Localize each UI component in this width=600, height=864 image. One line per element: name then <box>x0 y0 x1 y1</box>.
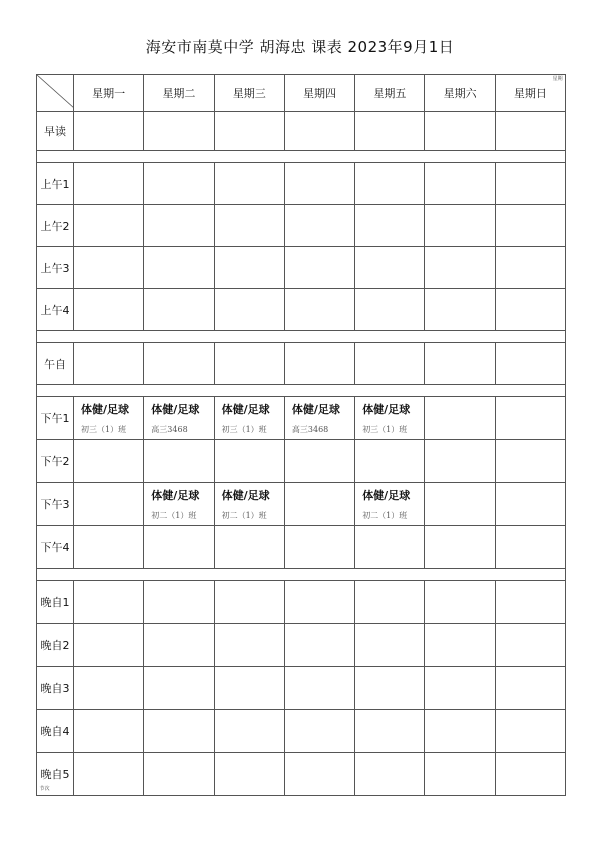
schedule-cell <box>284 440 354 483</box>
class-cell <box>74 397 144 440</box>
schedule-cell <box>144 343 214 385</box>
schedule-cell <box>425 624 495 667</box>
schedule-cell <box>144 667 214 710</box>
schedule-cell <box>214 624 284 667</box>
class-subject: 体健/足球 <box>221 489 270 502</box>
class-subject: 体健/足球 <box>151 489 200 502</box>
schedule-cell <box>495 526 565 569</box>
separator-cell <box>37 569 566 581</box>
table-row <box>37 581 566 624</box>
schedule-cell <box>74 753 144 796</box>
table-row <box>37 289 566 331</box>
table-row <box>37 112 566 151</box>
schedule-cell <box>495 581 565 624</box>
period-label: 下午2 <box>37 440 74 483</box>
schedule-cell <box>355 581 425 624</box>
schedule-cell <box>425 343 495 385</box>
period-label: 午自 <box>37 343 74 385</box>
schedule-cell <box>214 753 284 796</box>
class-group: 高三3468 <box>291 425 329 434</box>
schedule-cell <box>284 289 354 331</box>
schedule-cell <box>425 581 495 624</box>
schedule-cell <box>495 112 565 151</box>
period-label: 下午1 <box>37 397 74 440</box>
day-header: 星期一 <box>74 75 144 112</box>
schedule-cell <box>284 343 354 385</box>
schedule-cell <box>74 440 144 483</box>
period-label: 上午4 <box>37 289 74 331</box>
schedule-cell <box>284 753 354 796</box>
schedule-cell <box>144 624 214 667</box>
schedule-cell <box>495 753 565 796</box>
table-row <box>37 397 566 440</box>
schedule-cell <box>355 205 425 247</box>
schedule-cell <box>495 163 565 205</box>
schedule-cell <box>425 247 495 289</box>
schedule-cell <box>495 667 565 710</box>
schedule-cell <box>144 205 214 247</box>
schedule-cell <box>74 289 144 331</box>
class-subject: 体健/足球 <box>221 403 270 416</box>
schedule-cell <box>144 581 214 624</box>
schedule-cell <box>214 247 284 289</box>
class-cell <box>355 397 425 440</box>
table-row <box>37 624 566 667</box>
schedule-cell <box>355 112 425 151</box>
table-row <box>37 753 566 796</box>
schedule-cell <box>214 343 284 385</box>
class-cell <box>284 397 354 440</box>
separator-cell <box>37 151 566 163</box>
schedule-cell <box>74 624 144 667</box>
schedule-cell <box>284 667 354 710</box>
schedule-cell <box>495 710 565 753</box>
table-row <box>37 667 566 710</box>
corner-weekday-label: 星期 <box>552 75 563 82</box>
table-row <box>37 247 566 289</box>
separator-row <box>37 569 566 581</box>
schedule-cell <box>74 710 144 753</box>
schedule-cell <box>495 289 565 331</box>
day-header: 星期日 <box>495 75 565 112</box>
schedule-cell <box>144 710 214 753</box>
schedule-cell <box>144 289 214 331</box>
period-label: 晚自3 <box>37 667 74 710</box>
schedule-cell <box>74 163 144 205</box>
period-label: 下午4 <box>37 526 74 569</box>
schedule-cell <box>284 163 354 205</box>
schedule-cell <box>495 440 565 483</box>
schedule-cell <box>425 710 495 753</box>
schedule-cell <box>144 526 214 569</box>
period-label: 上午3 <box>37 247 74 289</box>
table-row <box>37 205 566 247</box>
day-header: 星期六 <box>425 75 495 112</box>
schedule-cell <box>355 163 425 205</box>
schedule-cell <box>214 440 284 483</box>
period-label: 早读 <box>37 112 74 151</box>
schedule-cell <box>284 526 354 569</box>
schedule-cell <box>74 112 144 151</box>
schedule-cell <box>355 526 425 569</box>
schedule-cell <box>144 163 214 205</box>
schedule-cell <box>74 667 144 710</box>
separator-cell <box>37 385 566 397</box>
corner-diagonal <box>37 75 74 108</box>
class-group: 初三（1）班 <box>362 425 408 434</box>
separator-row <box>37 385 566 397</box>
class-subject: 体健/足球 <box>291 403 340 416</box>
day-header: 星期三 <box>214 75 284 112</box>
schedule-cell <box>495 483 565 526</box>
schedule-cell <box>425 112 495 151</box>
schedule-cell <box>74 343 144 385</box>
schedule-cell <box>495 343 565 385</box>
schedule-cell <box>284 710 354 753</box>
period-label: 上午1 <box>37 163 74 205</box>
class-cell <box>144 483 214 526</box>
class-group: 初三（1）班 <box>221 425 267 434</box>
class-group: 初二（1）班 <box>221 511 267 520</box>
schedule-cell <box>425 667 495 710</box>
schedule-cell <box>284 483 354 526</box>
schedule-cell <box>284 112 354 151</box>
class-group: 初二（1）班 <box>151 511 197 520</box>
class-subject: 体健/足球 <box>362 489 411 502</box>
period-label: 上午2 <box>37 205 74 247</box>
period-label: 晚自1 <box>37 581 74 624</box>
schedule-cell <box>214 667 284 710</box>
day-header: 星期四 <box>284 75 354 112</box>
schedule-cell <box>425 483 495 526</box>
schedule-cell <box>214 581 284 624</box>
class-group: 初三（1）班 <box>81 425 127 434</box>
day-header: 星期二 <box>144 75 214 112</box>
schedule-cell <box>144 440 214 483</box>
schedule-cell <box>495 397 565 440</box>
schedule-cell <box>425 440 495 483</box>
schedule-cell <box>284 205 354 247</box>
schedule-cell <box>214 163 284 205</box>
schedule-cell <box>74 581 144 624</box>
schedule-cell <box>214 112 284 151</box>
class-cell <box>214 483 284 526</box>
class-subject: 体健/足球 <box>151 403 200 416</box>
schedule-cell <box>355 753 425 796</box>
schedule-cell <box>495 624 565 667</box>
schedule-cell <box>284 624 354 667</box>
schedule-cell <box>284 581 354 624</box>
class-cell <box>214 397 284 440</box>
class-cell <box>355 483 425 526</box>
schedule-cell <box>425 753 495 796</box>
period-label: 下午3 <box>37 483 74 526</box>
period-label: 晚自5 <box>37 753 74 796</box>
table-row <box>37 710 566 753</box>
corner-period-label: 节次 <box>39 785 50 792</box>
separator-row <box>37 151 566 163</box>
table-row <box>37 483 566 526</box>
table-row <box>37 440 566 483</box>
timetable <box>36 74 566 796</box>
schedule-cell <box>355 710 425 753</box>
schedule-cell <box>355 624 425 667</box>
schedule-cell <box>144 247 214 289</box>
schedule-cell <box>425 526 495 569</box>
table-row <box>37 163 566 205</box>
period-label: 晚自4 <box>37 710 74 753</box>
separator-cell <box>37 331 566 343</box>
schedule-cell <box>495 247 565 289</box>
schedule-cell <box>495 205 565 247</box>
separator-row <box>37 331 566 343</box>
class-cell <box>144 397 214 440</box>
class-group: 初二（1）班 <box>362 511 408 520</box>
table-row <box>37 343 566 385</box>
schedule-cell <box>144 753 214 796</box>
schedule-cell <box>74 483 144 526</box>
schedule-cell <box>355 247 425 289</box>
period-label: 晚自2 <box>37 624 74 667</box>
class-subject: 体健/足球 <box>362 403 411 416</box>
schedule-cell <box>74 205 144 247</box>
class-subject: 体健/足球 <box>81 403 130 416</box>
class-group: 高三3468 <box>151 425 188 434</box>
schedule-cell <box>214 526 284 569</box>
table-row <box>37 526 566 569</box>
page-title: 海安市南莫中学 胡海忠 课表 2023年9月1日 <box>145 38 455 56</box>
schedule-cell <box>214 710 284 753</box>
schedule-cell <box>214 205 284 247</box>
schedule-cell <box>74 247 144 289</box>
schedule-cell <box>355 440 425 483</box>
schedule-cell <box>425 163 495 205</box>
schedule-cell <box>425 397 495 440</box>
schedule-cell <box>284 247 354 289</box>
schedule-cell <box>355 343 425 385</box>
schedule-cell <box>355 289 425 331</box>
schedule-cell <box>214 289 284 331</box>
schedule-cell <box>355 667 425 710</box>
schedule-cell <box>425 205 495 247</box>
header-row <box>37 75 566 112</box>
schedule-cell <box>144 112 214 151</box>
schedule-cell <box>425 289 495 331</box>
day-header: 星期五 <box>355 75 425 112</box>
schedule-cell <box>74 526 144 569</box>
